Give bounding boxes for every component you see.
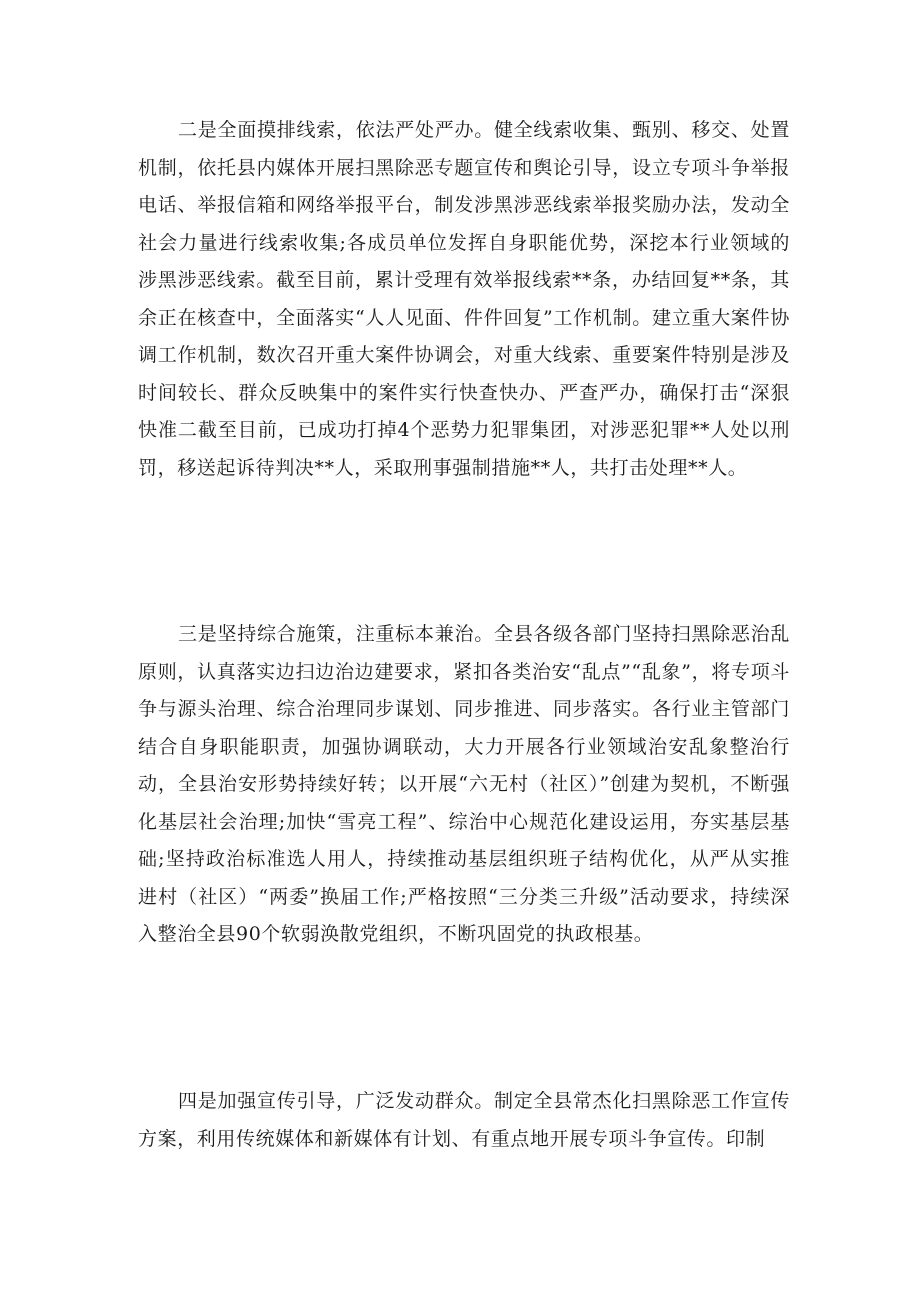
paragraph-publicity-guidance: 四是加强宣传引导，广泛发动群众。制定全县常杰化扫黑除恶工作宣传方案，利用传统媒体和新媒体有计划、有重点地开展专项斗争宣传。印制 xyxy=(138,1090,790,1150)
paragraph-comprehensive-measures: 三是坚持综合施策，注重标本兼治。全县各级各部门坚持扫黑除恶治乱原则，认真落实边扫边治边建要求，紧扣各类治安“乱点”“乱象”，将专项斗争与源头治理、综合治理同步谋划、同步推进、同步落实。各行业主管部门结合自身职能职责，加强协调联动，大力开展各行业领域治安乱象整治行动，全县治安形势持续好转；以开展“六无村（社区）”创建为契机，不断强化基层社会治理;加快“雪亮工程”、综治中心规范化建设运用，夯实基层基础;坚持政治标准选人用人，持续推动基层组织班子结构优化，从严从实推进村（社区）“两委”换届工作;严格按照“三分类三升级”活动要求，持续深入整治全县90个软弱涣散党组织，不断巩固党的执政根基。 xyxy=(138,623,790,945)
paragraph-clue-investigation: 二是全面摸排线索，依法严处严办。健全线索收集、甄别、移交、处置机制，依托县内媒体开展扫黑除恶专题宣传和舆论引导，设立专项斗争举报电话、举报信箱和网络举报平台，制发涉黑涉恶线索举报奖励办法，发动全社会力量进行线索收集;各成员单位发挥自身职能优势，深挖本行业领域的涉黑涉恶线索。截至目前，累计受理有效举报线索**条，办结回复**条，其余正在核查中，全面落实“人人见面、件件回复”工作机制。建立重大案件协调工作机制，数次召开重大案件协调会，对重大线索、重要案件特别是涉及时间较长、群众反映集中的案件实行快查快办、严查严办，确保打击“深狠快准二截至目前，已成功打掉4个恶势力犯罪集团，对涉恶犯罪**人处以刑罚，移送起诉待判决**人，采取刑事强制措施**人，共打击处理**人。 xyxy=(138,119,790,479)
